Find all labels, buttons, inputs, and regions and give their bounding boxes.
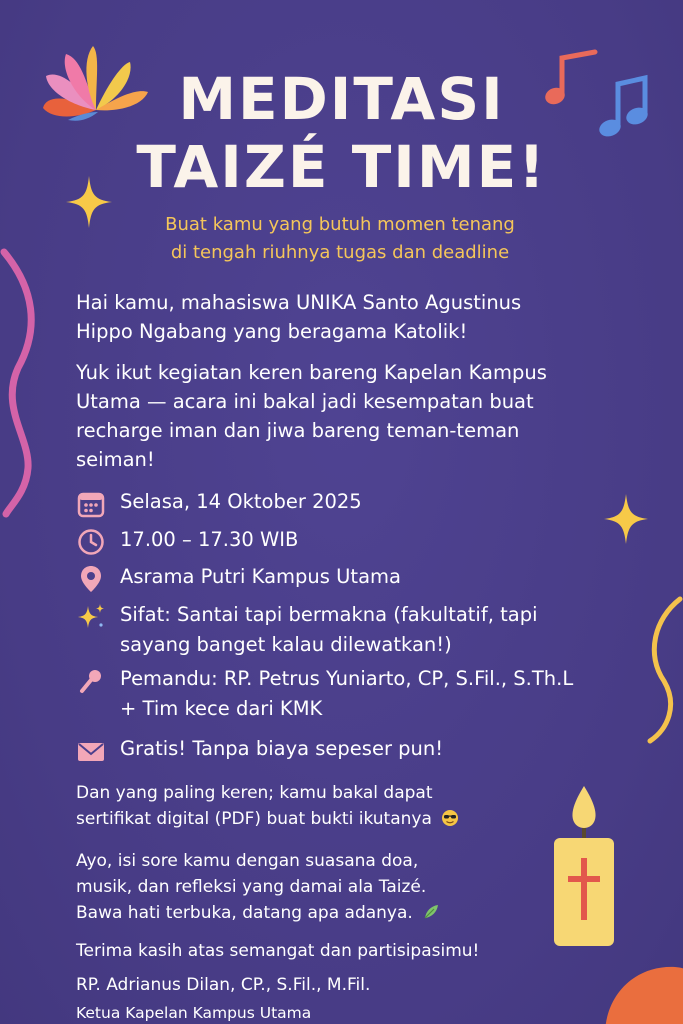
signer-name: RP. Adrianus Dilan, CP., S.Fil., M.Fil. bbox=[76, 975, 371, 995]
calendar-icon bbox=[76, 489, 106, 519]
poster-title-line-2: TAIZÉ TIME! bbox=[136, 133, 547, 201]
event-guide-row bbox=[76, 664, 656, 724]
event-date: Selasa, 14 Oktober 2025 bbox=[120, 490, 362, 513]
invite-line: recharge iman dan jiwa bareng teman-teman bbox=[76, 419, 520, 442]
event-guide-line: Pemandu: RP. Petrus Yuniarto, CP, S.Fil., S.Th.L bbox=[120, 667, 574, 690]
event-nature-row bbox=[76, 600, 656, 660]
invitation-closing-paragraph bbox=[76, 848, 546, 926]
clock-icon bbox=[76, 527, 106, 557]
certificate-line-with-emoji bbox=[76, 806, 546, 832]
squiggle-decoration bbox=[0, 248, 48, 518]
event-nature-line: sayang banget kalau dilewatkan!) bbox=[120, 633, 452, 656]
event-place: Asrama Putri Kampus Utama bbox=[120, 565, 401, 588]
event-guide-line: + Tim kece dari KMK bbox=[120, 697, 323, 720]
event-free-row bbox=[76, 734, 656, 766]
certificate-paragraph bbox=[76, 780, 546, 832]
event-nature-line: Sifat: Santai tapi bermakna (fakultatif, tapi bbox=[120, 603, 538, 626]
event-time: 17.00 – 17.30 WIB bbox=[120, 528, 299, 551]
event-free: Gratis! Tanpa biaya sepeser pun! bbox=[120, 737, 444, 760]
closing-line: Bawa hati terbuka, datang apa adanya. bbox=[76, 903, 413, 923]
envelope-icon bbox=[76, 736, 106, 766]
event-guide-text bbox=[120, 664, 573, 724]
poster-title-line-1: MEDITASI bbox=[178, 65, 505, 133]
thank-you-text: Terima kasih atas semangat dan partisipasimu! bbox=[76, 941, 480, 961]
intro-line: Hai kamu, mahasiswa UNIKA Santo Agustinus bbox=[76, 291, 522, 314]
invite-paragraph bbox=[76, 358, 636, 474]
location-pin-icon bbox=[76, 564, 106, 594]
signer-role: Ketua Kapelan Kampus Utama bbox=[76, 1004, 312, 1022]
sparkles-icon bbox=[76, 602, 106, 632]
corner-blob-decoration bbox=[595, 955, 683, 1024]
certificate-line: sertifikat digital (PDF) buat bukti ikutanya bbox=[76, 809, 432, 829]
sunglasses-face-icon bbox=[441, 809, 459, 827]
closing-line-with-leaf bbox=[76, 900, 546, 926]
invite-line: Yuk ikut kegiatan keren bareng Kapelan Kampus bbox=[76, 361, 547, 384]
certificate-line: Dan yang paling keren; kamu bakal dapat bbox=[76, 783, 433, 803]
event-nature-text bbox=[120, 600, 538, 660]
closing-line: Ayo, isi sore kamu dengan suasana doa, bbox=[76, 851, 419, 871]
event-time-row bbox=[76, 525, 656, 557]
event-place-row bbox=[76, 562, 656, 594]
invite-line: Utama — acara ini bakal jadi kesempatan buat bbox=[76, 390, 534, 413]
leaf-icon bbox=[422, 903, 440, 921]
candle-with-cross-decoration bbox=[548, 780, 620, 950]
event-date-row bbox=[76, 487, 656, 519]
subtitle-line-2: di tengah riuhnya tugas dan deadline bbox=[170, 242, 510, 263]
intro-line: Hippo Ngabang yang beragama Katolik! bbox=[76, 320, 468, 343]
subtitle-line-1: Buat kamu yang butuh momen tenang bbox=[165, 214, 515, 235]
microphone-icon bbox=[76, 666, 106, 696]
invite-line: seiman! bbox=[76, 448, 155, 471]
closing-line: musik, dan refleksi yang damai ala Taizé. bbox=[76, 877, 427, 897]
intro-paragraph bbox=[76, 288, 636, 346]
